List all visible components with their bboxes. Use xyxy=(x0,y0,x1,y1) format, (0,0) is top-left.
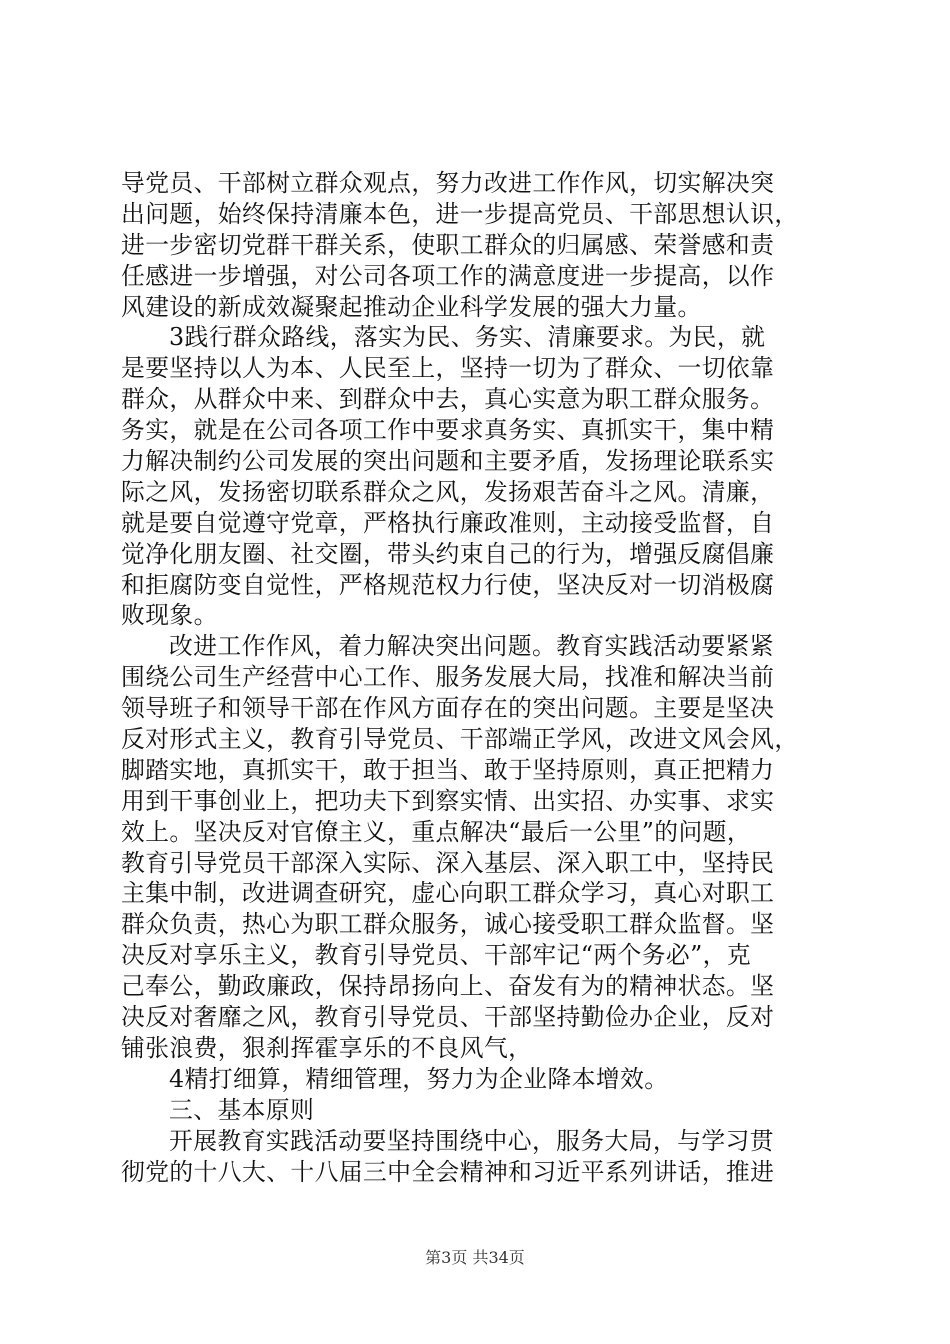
text-line: 败现象。 xyxy=(121,601,218,630)
text-line: 反对形式主义，教育引导党员、干部端正学风，改进文风会风， xyxy=(121,725,799,754)
document-body xyxy=(0,170,950,1189)
text-line: 开展教育实践活动要坚持围绕中心，服务大局，与学习贯 xyxy=(169,1126,774,1155)
text-line: 己奉公，勤政廉政，保持昂扬向上、奋发有为的精神状态。坚 xyxy=(121,972,775,1001)
text-line: 群众，从群众中来、到群众中去，真心实意为职工群众服务。 xyxy=(121,385,775,414)
text-line: 三、基本原则 xyxy=(169,1095,315,1124)
text-line: 群众负责，热心为职工群众服务，诚心接受职工群众监督。坚 xyxy=(121,910,775,939)
text-line: 4精打细算，精细管理，努力为企业降本增效。 xyxy=(169,1064,669,1093)
text-line: 决反对享乐主义，教育引导党员、干部牢记“两个务必”，克 xyxy=(121,941,752,970)
text-line: 改进工作作风，着力解决突出问题。教育实践活动要紧紧 xyxy=(169,632,774,661)
text-line: 铺张浪费，狠刹挥霍享乐的不良风气， xyxy=(121,1033,533,1062)
text-line: 风建设的新成效凝聚起推动企业科学发展的强大力量。 xyxy=(121,292,702,321)
text-line: 用到干事创业上，把功夫下到察实情、出实招、办实事、求实 xyxy=(121,786,775,815)
text-line: 是要坚持以人为本、人民至上，坚持一切为了群众、一切依靠 xyxy=(121,354,775,383)
text-line: 围绕公司生产经营中心工作、服务发展大局，找准和解决当前 xyxy=(121,663,775,692)
text-line: 领导班子和领导干部在作风方面存在的突出问题。主要是坚决 xyxy=(121,694,775,723)
page-number-footer: 第3页 共34页 xyxy=(425,1248,525,1267)
text-line: 彻党的十八大、十八届三中全会精神和习近平系列讲话，推进 xyxy=(121,1157,775,1186)
text-line: 3践行群众路线，落实为民、务实、清廉要求。为民，就 xyxy=(169,323,766,352)
text-line: 教育引导党员干部深入实际、深入基层、深入职工中，坚持民 xyxy=(121,848,775,877)
text-line: 际之风，发扬密切联系群众之风，发扬艰苦奋斗之风。清廉， xyxy=(121,477,775,506)
text-line: 和拒腐防变自觉性，严格规范权力行使，坚决反对一切消极腐 xyxy=(121,570,775,599)
text-line: 主集中制，改进调查研究，虚心向职工群众学习，真心对职工 xyxy=(121,879,775,908)
text-line: 力解决制约公司发展的突出问题和主要矛盾，发扬理论联系实 xyxy=(121,447,775,476)
text-line: 出问题，始终保持清廉本色，进一步提高党员、干部思想认识， xyxy=(121,199,799,228)
text-line: 效上。坚决反对官僚主义，重点解决“最后一公里”的问题， xyxy=(121,817,752,846)
text-line: 进一步密切党群干群关系，使职工群众的归属感、荣誉感和责 xyxy=(121,230,775,259)
text-line: 导党员、干部树立群众观点，努力改进工作作风，切实解决突 xyxy=(121,169,775,197)
text-line: 务实，就是在公司各项工作中要求真务实、真抓实干，集中精 xyxy=(121,416,775,445)
text-line: 就是要自觉遵守党章，严格执行廉政准则，主动接受监督，自 xyxy=(121,508,775,537)
text-line: 脚踏实地，真抓实干，敢于担当、敢于坚持原则，真正把精力 xyxy=(121,755,775,784)
text-line: 任感进一步增强，对公司各项工作的满意度进一步提高，以作 xyxy=(121,261,775,290)
text-line: 觉净化朋友圈、社交圈，带头约束自己的行为，增强反腐倡廉 xyxy=(121,539,775,568)
text-line: 决反对奢靡之风，教育引导党员、干部坚持勤俭办企业，反对 xyxy=(121,1003,775,1032)
